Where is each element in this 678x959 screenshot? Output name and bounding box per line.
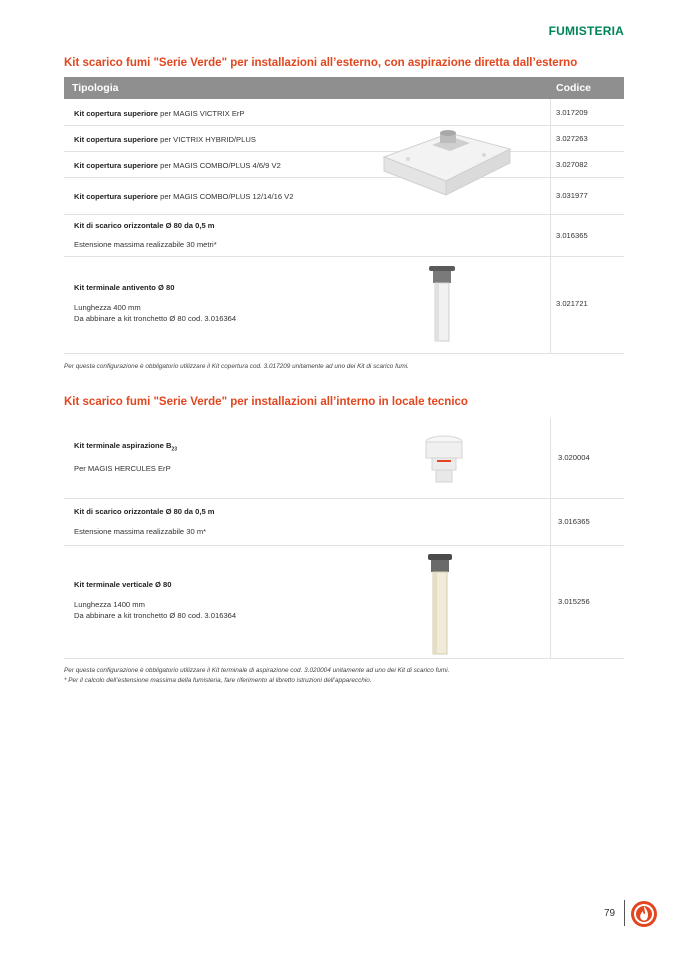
page-divider — [624, 900, 625, 926]
row-code: 3.021721 — [556, 299, 588, 308]
table-row — [64, 498, 624, 546]
row-desc: Kit di scarico orizzontale Ø 80 da 0,5 m Estensione massima realizzabile 30 metri* — [74, 221, 217, 249]
table-row — [64, 99, 624, 126]
table-row — [64, 177, 624, 215]
row-code: 3.017209 — [556, 108, 588, 117]
row-code: 3.027263 — [556, 134, 588, 143]
row-desc: Kit terminale aspirazione $B_{23}$ Per MAGIS HERCULES ErP — [74, 441, 178, 473]
table-row — [64, 151, 624, 178]
table-row — [64, 418, 624, 499]
antivento-terminal-image — [424, 264, 460, 344]
table-row — [64, 214, 624, 257]
cover-kit-image — [378, 123, 518, 201]
row-code: 3.031977 — [556, 191, 588, 200]
row-desc: Kit terminale verticale Ø 80 Lunghezza 1400 mm Da abbinare a kit tronchetto Ø 80 cod. 3.016364 — [74, 580, 237, 620]
aspiration-terminal-image — [420, 434, 468, 486]
section1-title: Kit scarico fumi "Serie Verde" per installazioni all’esterno, con aspirazione diretta dall’esterno — [64, 57, 578, 69]
section2-title: Kit scarico fumi "Serie Verde" per installazioni all’interno in locale tecnico — [64, 396, 468, 408]
row-code: 3.027082 — [556, 160, 588, 169]
table-header — [64, 77, 624, 99]
row-code: 3.020004 — [558, 453, 590, 462]
table-row — [64, 256, 624, 354]
section2-note: Per questa configurazione è obbligatorio utilizzare il Kit terminale di aspirazione cod. 3.020004 unitamente ad uno dei Kit di scarico fumi. — [64, 667, 450, 674]
row-desc: Kit terminale antivento Ø 80 Lunghezza 400 mm Da abbinare a kit tronchetto Ø 80 cod. 3.016364 — [74, 283, 237, 323]
page-number: 79 — [604, 908, 616, 919]
col-tipologia: Tipologia — [72, 82, 119, 94]
row-desc: Kit copertura superiore per MAGIS VICTRIX ErP — [74, 109, 245, 118]
section1-note: Per questa configurazione è obbligatorio utilizzare il Kit copertura cod. 3.017209 unitamente ad uno dei Kit di scarico fumi. — [64, 363, 409, 370]
row-desc: Kit copertura superiore per MAGIS COMBO/PLUS 12/14/16 V2 — [74, 192, 294, 201]
table-row — [64, 545, 624, 659]
row-code: 3.016365 — [556, 231, 588, 240]
row-desc: Kit copertura superiore per MAGIS COMBO/PLUS 4/6/9 V2 — [74, 161, 281, 170]
row-desc: Kit copertura superiore per VICTRIX HYBRID/PLUS — [74, 135, 256, 144]
col-codice: Codice — [556, 82, 592, 94]
section2-footnote: * Per il calcolo dell’estensione massima della fumisteria, fare riferimento al libretto istruzioni dell’apparecchio. — [64, 677, 372, 684]
row-desc: Kit di scarico orizzontale Ø 80 da 0,5 m Estensione massima realizzabile 30 m* — [74, 507, 215, 536]
row-code: 3.015256 — [558, 597, 590, 606]
row-code: 3.016365 — [558, 517, 590, 526]
flame-logo-icon — [630, 900, 658, 928]
table-row — [64, 125, 624, 152]
vertical-terminal-image — [424, 552, 456, 656]
section-tag: FUMISTERIA — [548, 24, 624, 38]
